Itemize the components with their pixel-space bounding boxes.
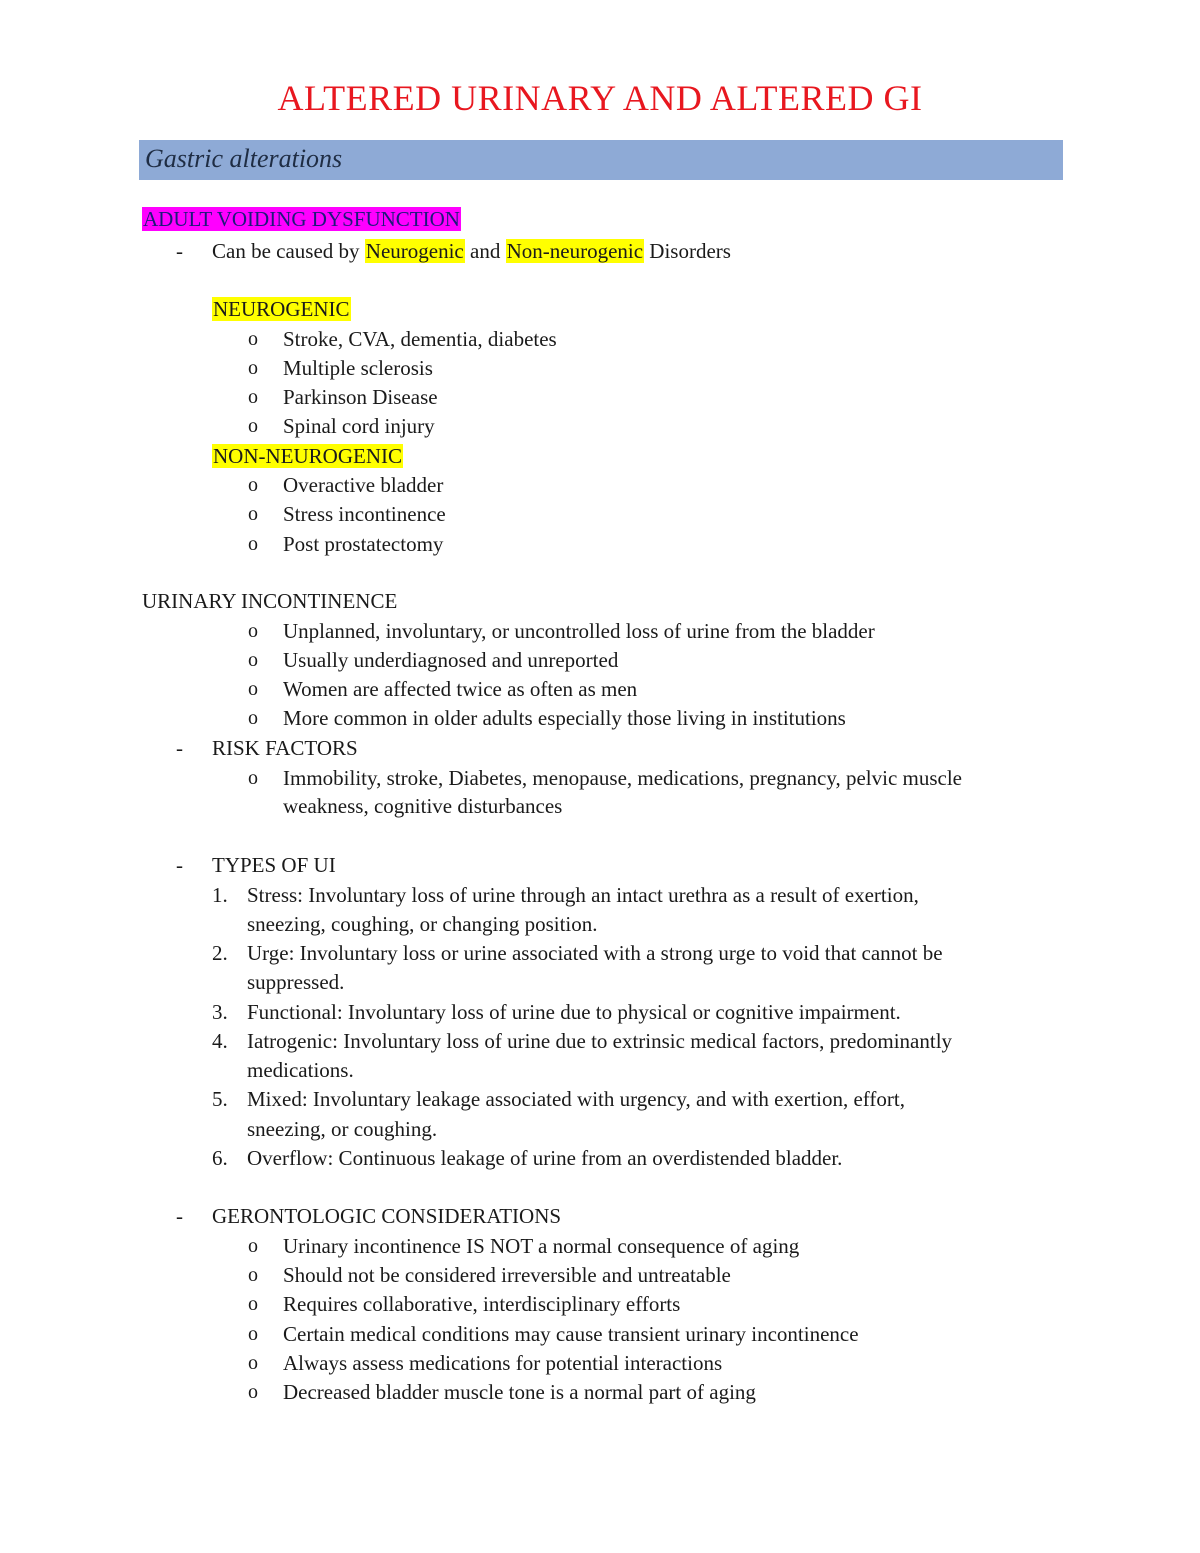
list-item: Stress incontinence (283, 502, 446, 526)
list-item: Usually underdiagnosed and unreported (283, 648, 619, 672)
list-item: Post prostatectomy (283, 532, 444, 556)
list-item: Overactive bladder (283, 473, 444, 497)
neurogenic-label-text: NEUROGENIC (213, 297, 350, 321)
list-number: 2. (212, 941, 228, 965)
types-label: TYPES OF UI (212, 853, 336, 877)
circle-bullet: o (248, 1264, 258, 1286)
gerontologic-label: GERONTOLOGIC CONSIDERATIONS (212, 1204, 562, 1228)
circle-bullet: o (248, 620, 258, 642)
non-neurogenic-label-text: NON-NEUROGENIC (213, 444, 402, 468)
list-item: Should not be considered irreversible and untreatable (283, 1263, 731, 1287)
cause-suffix: Disorders (644, 239, 731, 263)
type-line: sneezing, or coughing. (247, 1117, 438, 1141)
adult-voiding-heading-text: ADULT VOIDING DYSFUNCTION (143, 207, 460, 231)
circle-bullet: o (248, 649, 258, 671)
circle-bullet: o (248, 1235, 258, 1257)
risk-factors-label: RISK FACTORS (212, 736, 358, 760)
list-item: Always assess medications for potential interactions (283, 1351, 723, 1375)
document-title: ALTERED URINARY AND ALTERED GI (277, 78, 923, 118)
list-number: 6. (212, 1146, 228, 1170)
circle-bullet: o (248, 1352, 258, 1374)
list-number: 3. (212, 1000, 228, 1024)
list-item: Unplanned, involuntary, or uncontrolled loss of urine from the bladder (283, 619, 875, 643)
section-heading: Gastric alterations (145, 144, 343, 173)
type-line: medications. (247, 1058, 354, 1082)
type-line: suppressed. (247, 970, 345, 994)
list-item: Immobility, stroke, Diabetes, menopause, medications, pregnancy, pelvic muscle (283, 766, 963, 790)
dash-bullet: - (176, 1204, 183, 1228)
list-number: 4. (212, 1029, 228, 1053)
circle-bullet: o (248, 386, 258, 408)
circle-bullet: o (248, 1293, 258, 1315)
type-line: Functional: Involuntary loss of urine due to physical or cognitive impairment. (247, 1000, 901, 1024)
type-line: Urge: Involuntary loss or urine associated with a strong urge to void that cannot be (247, 941, 943, 965)
list-number: 5. (212, 1087, 228, 1111)
type-line: Stress: Involuntary loss of urine through an intact urethra as a result of exertion, (247, 883, 919, 907)
circle-bullet: o (248, 328, 258, 350)
list-item: Parkinson Disease (283, 385, 438, 409)
list-number: 1. (212, 883, 228, 907)
neurogenic-label (212, 295, 351, 323)
circle-bullet: o (248, 533, 258, 555)
circle-bullet: o (248, 1381, 258, 1403)
list-item-continuation: weakness, cognitive disturbances (283, 794, 563, 818)
cause-term-non-neurogenic: Non-neurogenic (506, 239, 644, 263)
circle-bullet: o (248, 707, 258, 729)
circle-bullet: o (248, 357, 258, 379)
non-neurogenic-label (212, 442, 403, 470)
urinary-incontinence-heading: URINARY INCONTINENCE (142, 589, 398, 613)
dash-bullet: - (176, 736, 183, 760)
adult-voiding-heading (142, 205, 461, 233)
circle-bullet: o (248, 678, 258, 700)
section-heading-band (139, 140, 1063, 180)
cause-prefix: Can be caused by (212, 239, 365, 263)
list-item: Stroke, CVA, dementia, diabetes (283, 327, 557, 351)
circle-bullet: o (248, 767, 258, 789)
circle-bullet: o (248, 503, 258, 525)
circle-bullet: o (248, 1323, 258, 1345)
list-item: Certain medical conditions may cause transient urinary incontinence (283, 1322, 859, 1346)
type-line: sneezing, coughing, or changing position. (247, 912, 598, 936)
list-item: Requires collaborative, interdisciplinary efforts (283, 1292, 681, 1316)
cause-mid: and (464, 239, 506, 263)
list-item: Spinal cord injury (283, 414, 435, 438)
circle-bullet: o (248, 415, 258, 437)
list-item: Decreased bladder muscle tone is a normal part of aging (283, 1380, 756, 1404)
circle-bullet: o (248, 474, 258, 496)
type-line: Mixed: Involuntary leakage associated with urgency, and with exertion, effort, (247, 1087, 905, 1111)
list-item: Urinary incontinence IS NOT a normal consequence of aging (283, 1234, 800, 1258)
cause-line (212, 237, 731, 265)
cause-term-neurogenic: Neurogenic (365, 239, 464, 263)
type-line: Overflow: Continuous leakage of urine from an overdistended bladder. (247, 1146, 843, 1170)
type-line: Iatrogenic: Involuntary loss of urine due to extrinsic medical factors, predominantly (247, 1029, 953, 1053)
list-item: Multiple sclerosis (283, 356, 433, 380)
list-item: More common in older adults especially those living in institutions (283, 706, 846, 730)
list-item: Women are affected twice as often as men (283, 677, 638, 701)
dash-bullet: - (176, 239, 183, 263)
dash-bullet: - (176, 853, 183, 877)
